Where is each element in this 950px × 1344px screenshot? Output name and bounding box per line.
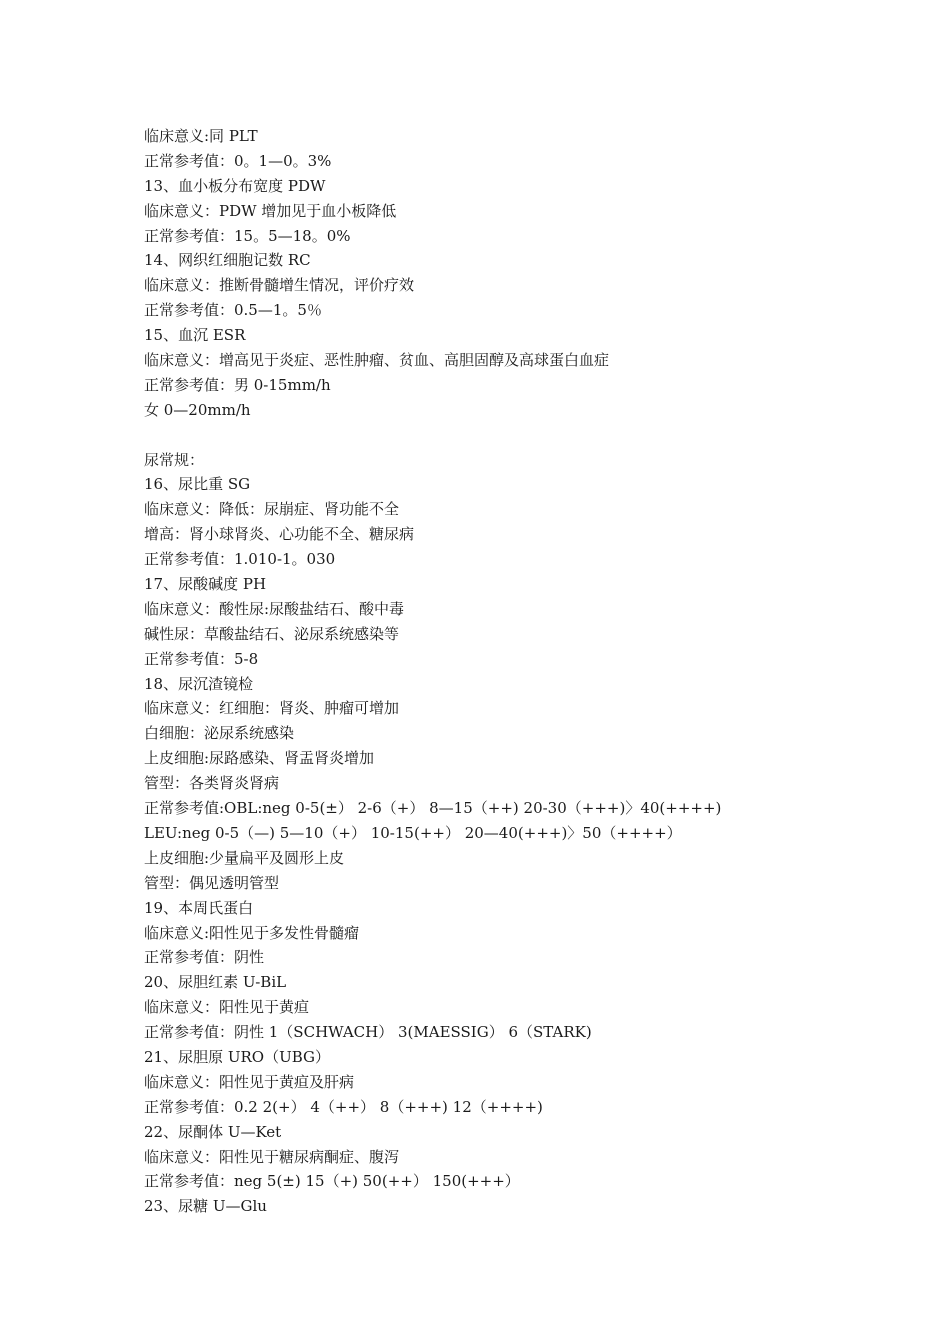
text-line: 管型：偶见透明管型 (144, 873, 280, 892)
section-heading: 18、尿沉渣镜检 (144, 674, 254, 693)
text-line: 正常参考值：15。5—18。0% (144, 226, 351, 245)
section-heading: 14、网织红细胞记数 RC (144, 251, 311, 270)
section-heading: 17、尿酸碱度 PH (144, 575, 267, 594)
text-line: 正常参考值：阴性 1（SCHWACH） 3(MAESSIG） 6（STARK) (144, 1023, 592, 1042)
text-line: 正常参考值：5-8 (144, 649, 259, 668)
section-heading: 20、尿胆红素 U-BiL (144, 973, 287, 992)
text-line: 临床意义：阳性见于糖尿病酮症、腹泻 (144, 1147, 400, 1166)
section-title: 尿常规： (144, 450, 205, 469)
text-line: 女 0—20mm/h (144, 400, 251, 419)
document-body (144, 124, 844, 1219)
text-line: 临床意义：阳性见于黄疸 (144, 998, 310, 1017)
text-line: 临床意义：阳性见于黄疸及肝病 (144, 1072, 355, 1091)
text-line: 正常参考值：0.2 2(+） 4（++） 8（+++) 12（++++) (144, 1097, 543, 1116)
section-heading: 13、血小板分布宽度 PDW (144, 176, 326, 195)
section-heading: 19、本周氏蛋白 (144, 898, 254, 917)
text-line: 临床意义:同 PLT (144, 127, 258, 145)
section-heading: 15、血沉 ESR (144, 326, 246, 345)
text-line: 正常参考值:OBL:neg 0-5(±） 2-6（+） 8—15（++) 20-30（+++)〉40(++++) (144, 799, 722, 818)
text-line: 临床意义：酸性尿:尿酸盐结石、酸中毒 (144, 599, 405, 618)
text-line: 正常参考值：男 0-15mm/h (144, 375, 331, 394)
section-heading: 22、尿酮体 U—Ket (144, 1122, 282, 1141)
text-line: 临床意义：红细胞：肾炎、肿瘤可增加 (144, 699, 400, 718)
text-line: 上皮细胞:尿路感染、肾盂肾炎增加 (144, 749, 375, 768)
text-line: 正常参考值：1.010-1。030 (144, 550, 336, 569)
section-heading: 16、尿比重 SG (144, 475, 251, 494)
text-line: 临床意义：降低：尿崩症、肾功能不全 (144, 500, 400, 519)
text-line: 白细胞：泌尿系统感染 (144, 724, 295, 743)
text-line: 临床意义：推断骨髓增生情况，评价疗效 (144, 276, 415, 295)
text-line: 正常参考值：neg 5(±) 15（+) 50(++） 150(+++） (144, 1172, 520, 1191)
text-line: 正常参考值：0。1—0。3% (144, 151, 332, 170)
text-line: LEU:neg 0-5（—) 5—10（+） 10-15(++） 20—40(+++)〉50（++++） (144, 823, 682, 842)
text-line: 增高：肾小球肾炎、心功能不全、糖尿病 (144, 525, 415, 544)
section-heading: 23、尿糖 U—Glu (144, 1197, 267, 1216)
text-line: 临床意义:阳性见于多发性骨髓瘤 (144, 923, 360, 942)
text-line: 临床意义：PDW 增加见于血小板降低 (144, 201, 397, 220)
text-line: 管型：各类肾炎肾病 (144, 774, 280, 793)
text-line: 碱性尿：草酸盐结石、泌尿系统感染等 (144, 624, 400, 643)
text-line: 上皮细胞:少量扁平及圆形上皮 (144, 848, 345, 867)
text-line: 正常参考值：0.5—1。5％ (144, 301, 322, 320)
section-heading: 21、尿胆原 URO（UBG） (144, 1047, 331, 1066)
text-line: 临床意义：增高见于炎症、恶性肿瘤、贫血、高胆固醇及高球蛋白血症 (144, 351, 610, 370)
text-line: 正常参考值：阴性 (144, 948, 265, 967)
blank-line (144, 423, 844, 448)
